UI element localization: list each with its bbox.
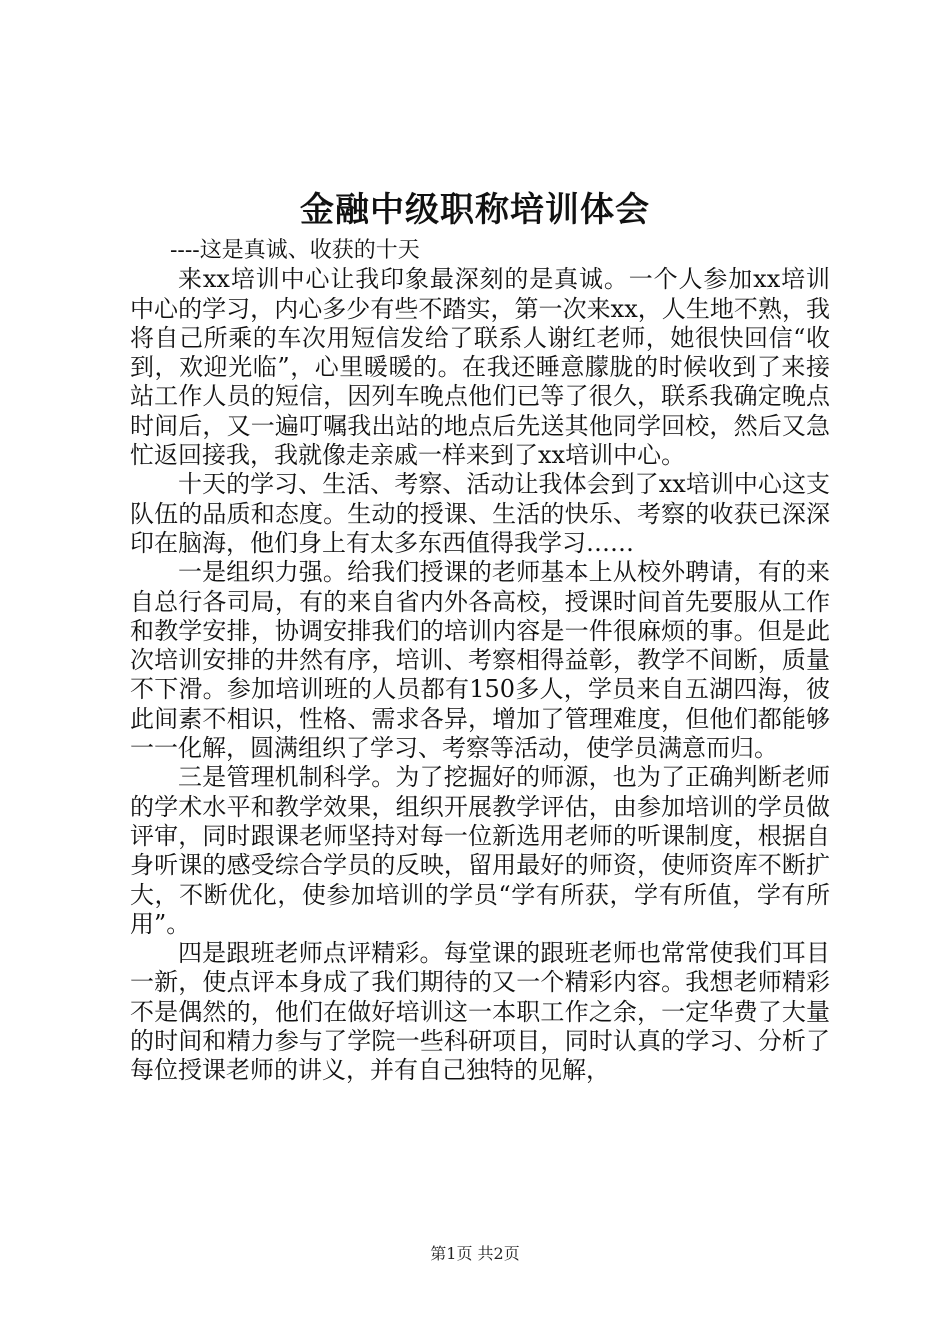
paragraph-4: 三是管理机制科学。为了挖掘好的师源，也为了正确判断老师的学术水平和教学效果，组织开展教学评估，由参加培训的学员做评审，同时跟课老师坚持对每一位新选用老师的听课制度，根据自身听课的感受综合学员的反映，留用最好的师资，使师资库不断扩大，不断优化，使参加培训的学员“学有所获，学有所值，学有所用”。 bbox=[130, 763, 830, 938]
page-number-footer: 第1页 共2页 bbox=[430, 1244, 520, 1263]
document-subtitle: ----这是真诚、收获的十天 bbox=[170, 238, 420, 263]
paragraph-1: 来xx培训中心让我印象最深刻的是真诚。一个人参加xx培训中心的学习，内心多少有些不踏实，第一次来xx，人生地不熟，我将自己所乘的车次用短信发给了联系人谢红老师，她很快回信“收到，欢迎光临”，心里暖暖的。在我还睡意朦胧的时候收到了来接站工作人员的短信，因列车晚点他们已等了很久，联系我确定晚点时间后，又一遍叮嘱我出站的地点后先送其他同学回校，然后又急忙返回接我，我就像走亲戚一样来到了xx培训中心。 bbox=[130, 265, 830, 470]
paragraph-5: 四是跟班老师点评精彩。每堂课的跟班老师也常常使我们耳目一新，使点评本身成了我们期待的又一个精彩内容。我想老师精彩不是偶然的，他们在做好培训这一本职工作之余，一定华费了大量的时间和精力参与了学院一些科研项目，同时认真的学习、分析了每位授课老师的讲义，并有自己独特的见解， bbox=[130, 939, 830, 1085]
paragraph-2: 十天的学习、生活、考察、活动让我体会到了xx培训中心这支队伍的品质和态度。生动的授课、生活的快乐、考察的收获已深深印在脑海，他们身上有太多东西值得我学习…… bbox=[130, 470, 830, 557]
paragraph-3: 一是组织力强。给我们授课的老师基本上从校外聘请，有的来自总行各司局，有的来自省内外各高校，授课时间首先要服从工作和教学安排，协调安排我们的培训内容是一件很麻烦的事。但是此次培训安排的井然有序，培训、考察相得益彰，教学不间断，质量不下滑。参加培训班的人员都有150多人，学员来自五湖四海，彼此间素不相识，性格、需求各异，增加了管理难度，但他们都能够一一化解，圆满组织了学习、考察等活动，使学员满意而归。 bbox=[130, 558, 830, 763]
document-body bbox=[130, 236, 830, 1086]
document-title: 金融中级职称培训体会 bbox=[300, 190, 650, 230]
